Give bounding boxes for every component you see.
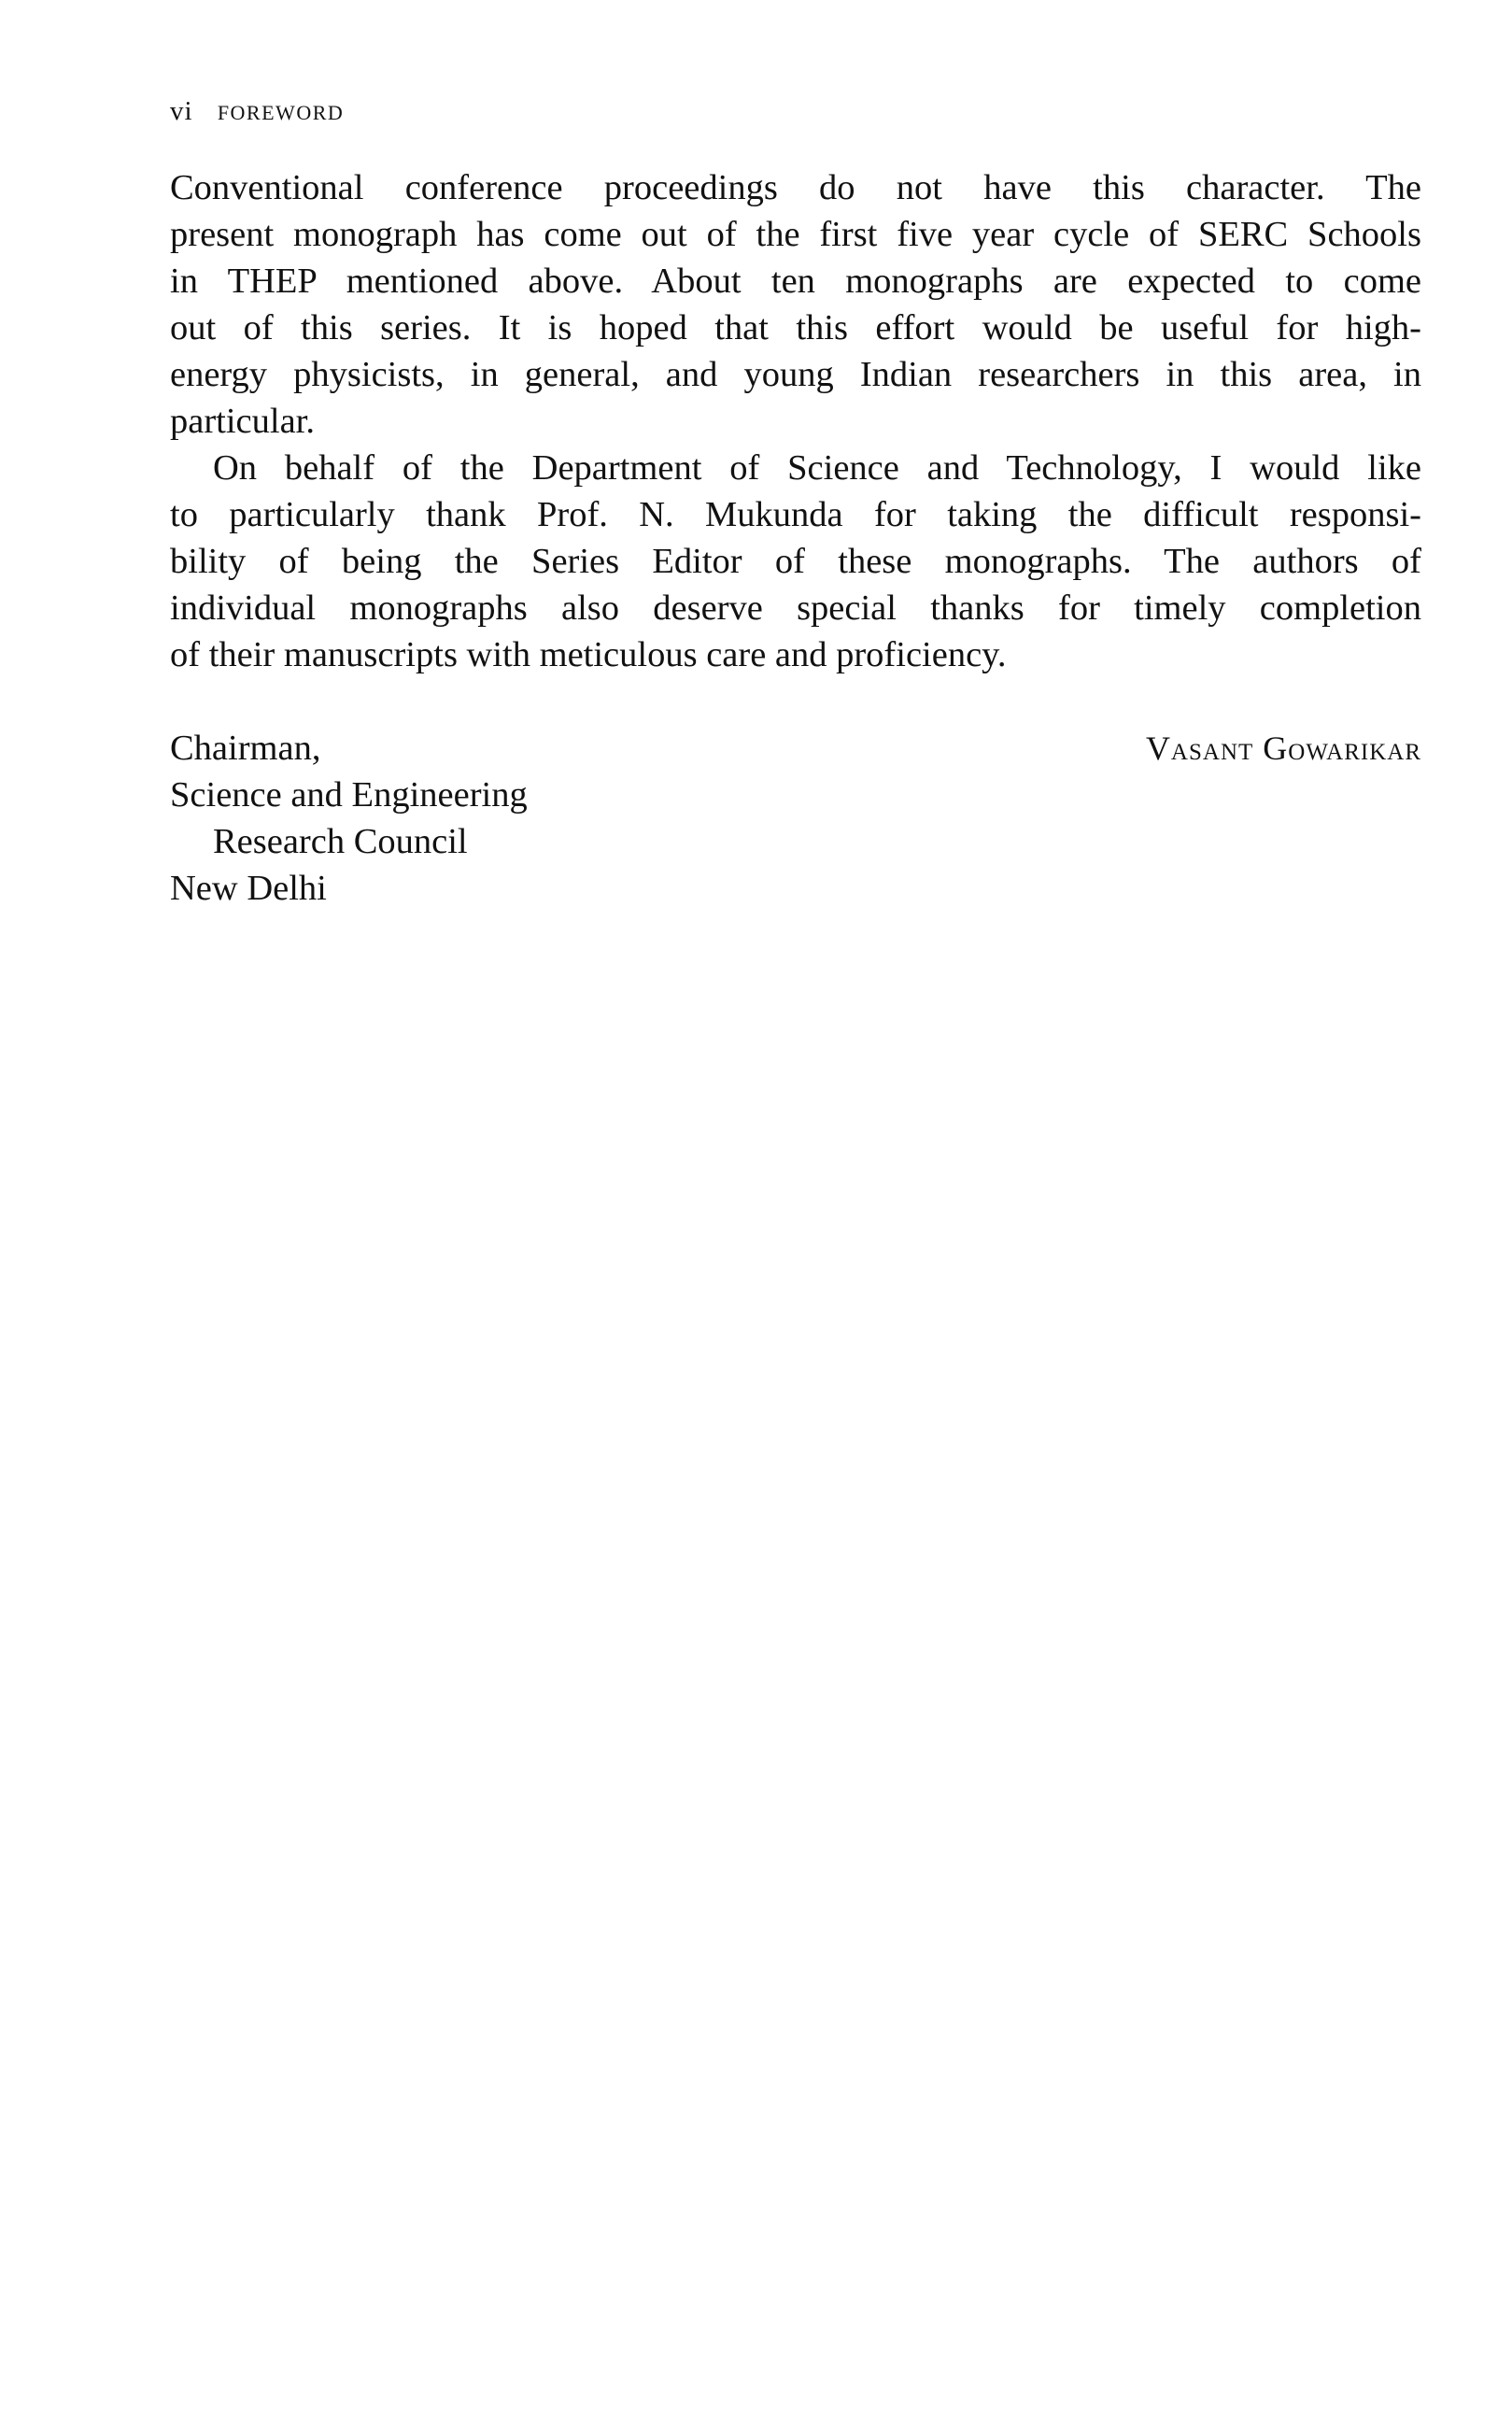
text-line: Conventional conference proceedings do not have this character. The [170, 168, 1421, 207]
page-number: vi [170, 96, 193, 126]
signature-block [170, 725, 1421, 912]
text-line: particular. [170, 402, 315, 441]
text-line: On behalf of the Department of Science and Technology, I would like [213, 448, 1421, 488]
text-line: to particularly thank Prof. N. Mukunda for taking the difficult responsi- [170, 495, 1421, 534]
running-head [170, 93, 344, 127]
affiliation-line: Science and Engineering [170, 775, 528, 815]
text-line: present monograph has come out of the first five year cycle of SERC Schools [170, 215, 1421, 254]
section-title: foreword [217, 93, 345, 126]
affiliation-line: Research Council [213, 822, 468, 861]
affiliation-line: Chairman, [170, 729, 321, 768]
text-line: of their manuscripts with meticulous care and proficiency. [170, 635, 1007, 674]
text-line: energy physicists, in general, and young Indian researchers in this area, in [170, 355, 1421, 394]
affiliation-line: New Delhi [170, 869, 327, 908]
text-line: in THEP mentioned above. About ten monographs are expected to come [170, 262, 1421, 301]
text-line: individual monographs also deserve special thanks for timely completion [170, 588, 1421, 628]
paragraph-2 [170, 445, 1421, 678]
paragraph-1 [170, 164, 1421, 445]
text-line: bility of being the Series Editor of these monographs. The authors of [170, 542, 1421, 581]
text-line: out of this series. It is hoped that this effort would be useful for high- [170, 308, 1421, 347]
signatory-name: Vasant Gowarikar [1145, 730, 1421, 767]
foreword-body [170, 164, 1421, 678]
